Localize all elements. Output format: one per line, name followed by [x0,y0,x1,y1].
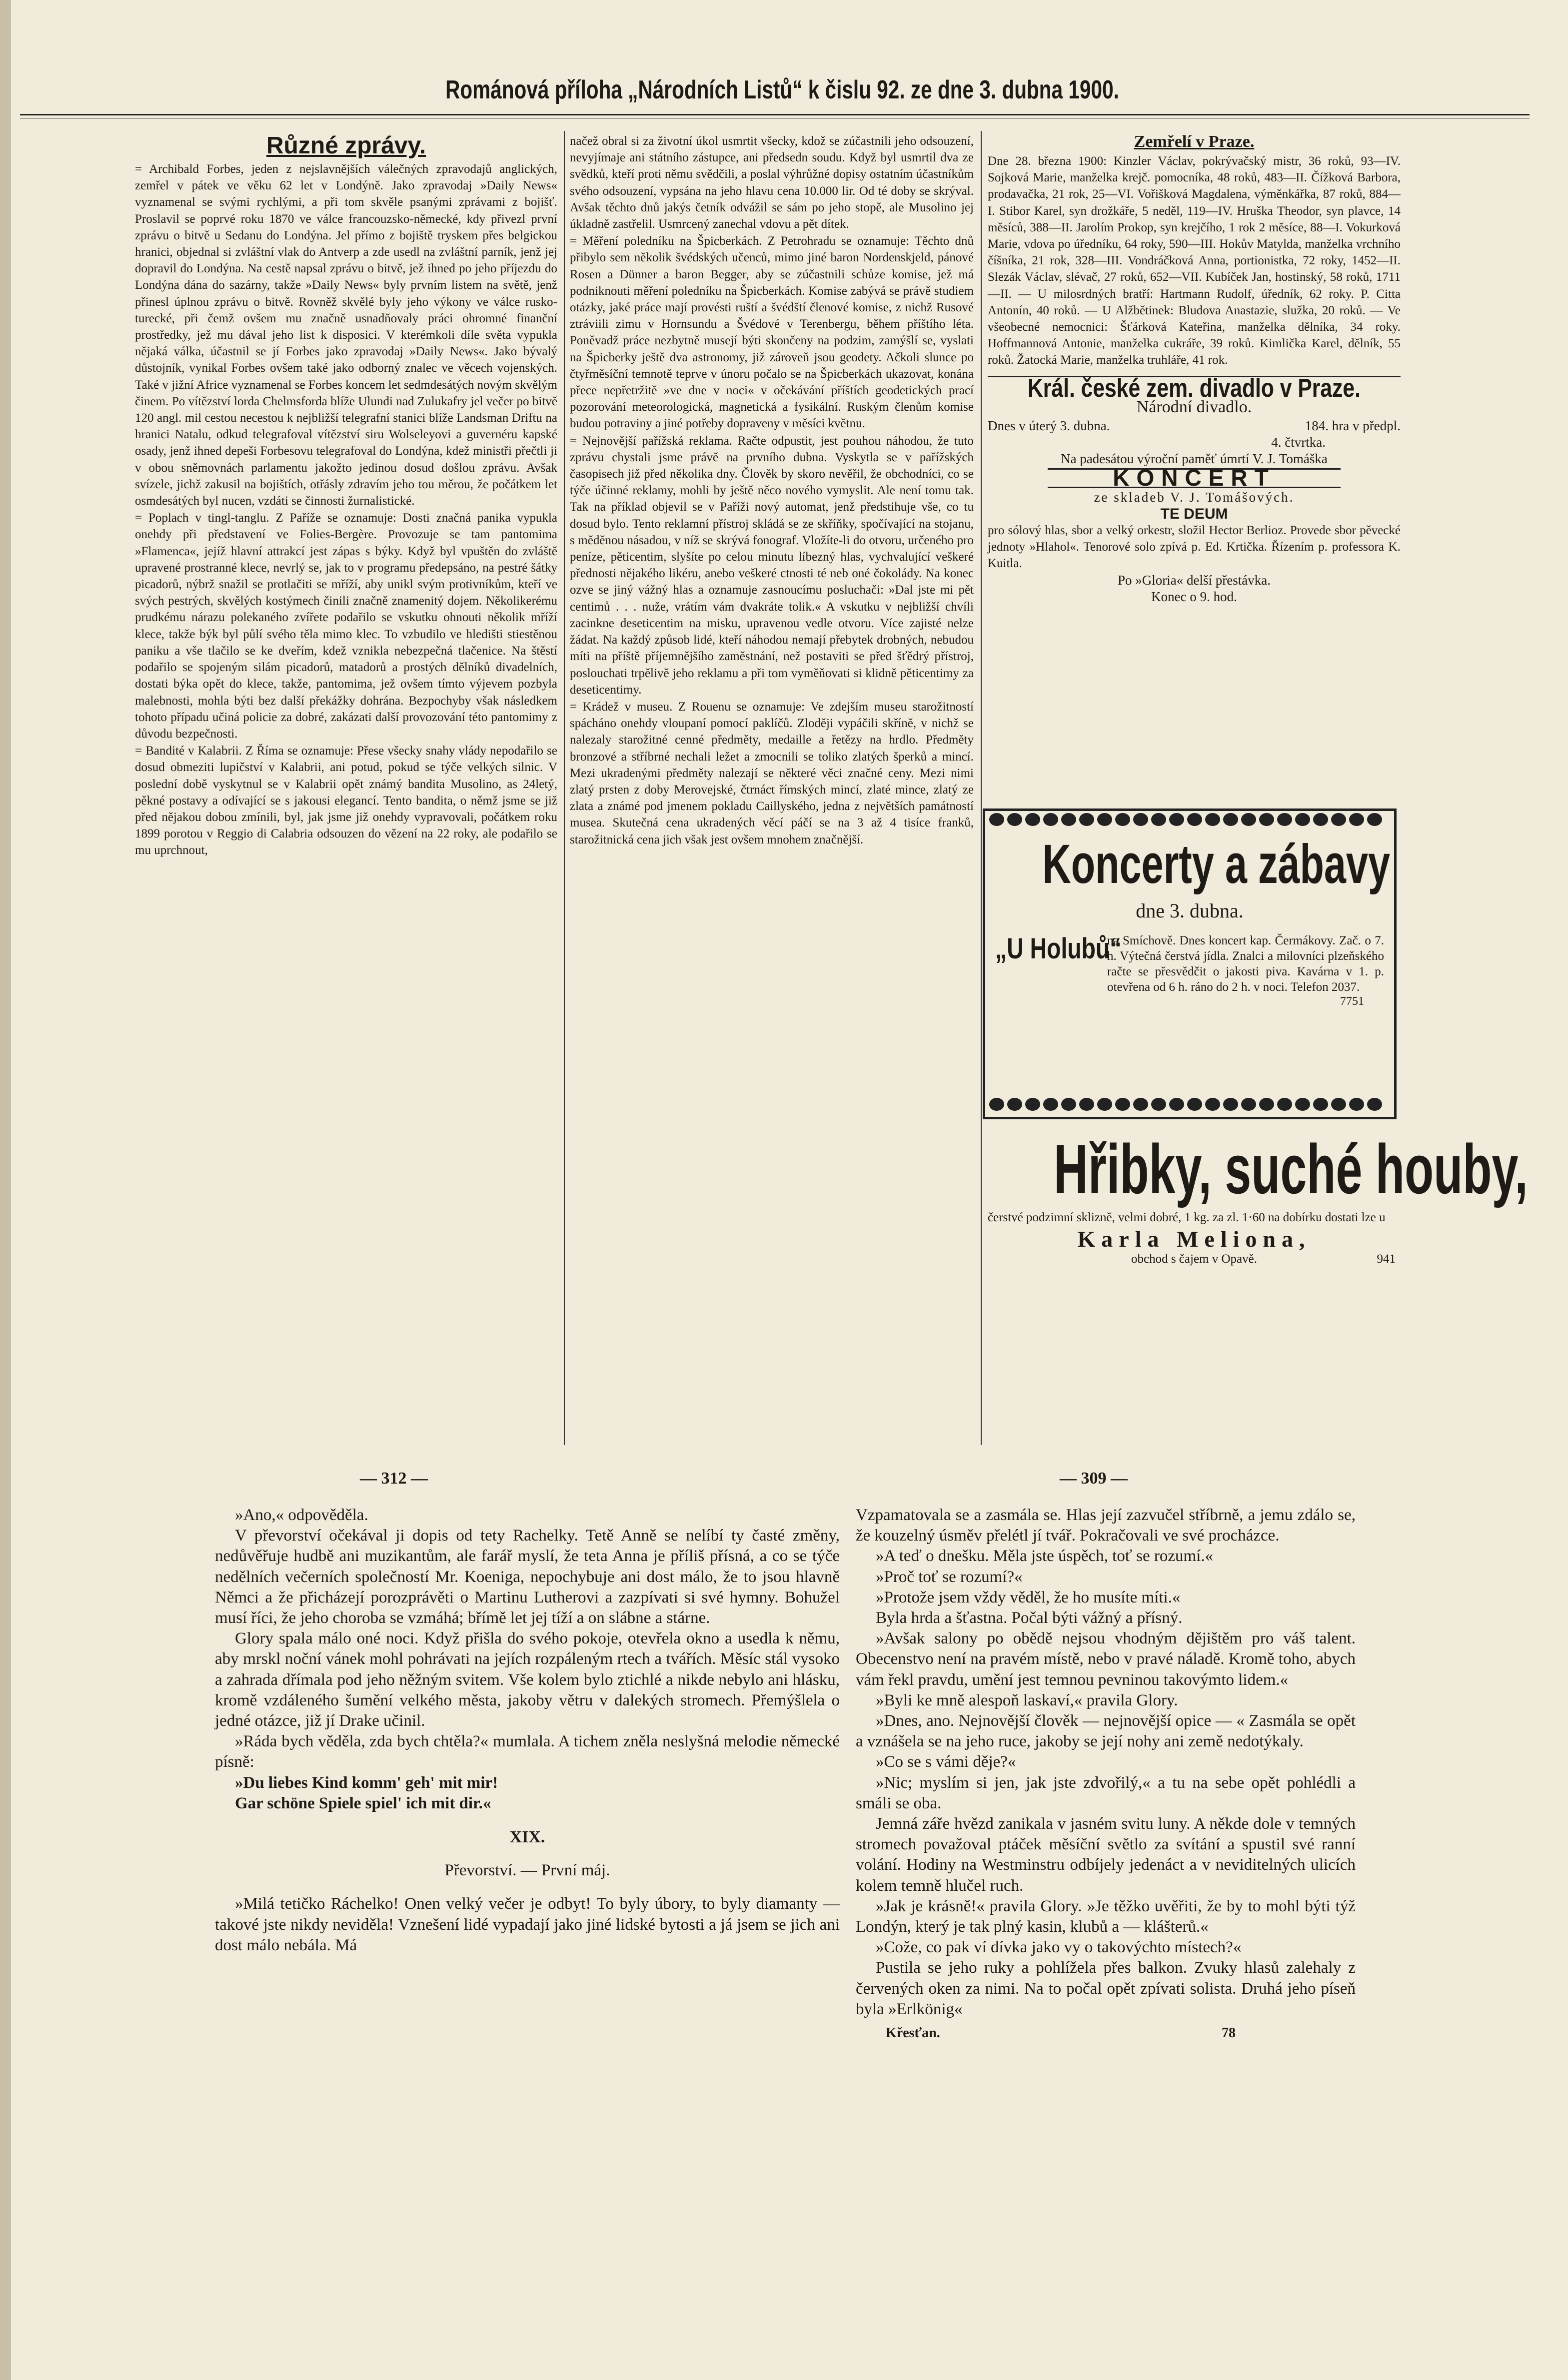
bead-ornament [1241,1098,1256,1111]
novel-right-paragraph: »A teď o dnešku. Měla jste úspěch, toť se rozumí.« [876,1547,1214,1566]
ad-koncerty-title: Koncerty a zábavy [1042,833,1391,895]
ad-border-top [985,811,1394,832]
novel-left-paragraph: Glory spala málo oné noci. Když přišla do svého pokoje, otevřela okno a usedla k němu, aby mrskl noční vánek mohl pohrávati na jejích rozpáleným rtech a tvářích. Měsíc stál vysoko a zahrada dřímala pod jeho něžným svitem. Vše kolem bylo ztichlé a nikde nebylo ani hlásku, kromě vzdáleného šumění velkého města, jakoby větru v dalekých stromech. Přemýšlela o jedné otázce, již jí Drake učinil. [215,1629,840,1730]
novel-right-paragraph: »Dnes, ano. Nejnovější člověk — nejnovější opice — « Zasmála se opět a vznášela se na jeho ruce, jakoby se její nohy ani země nedotýkaly. [856,1712,1356,1751]
novel-right-footer [886,2023,1236,2043]
column-divider [564,131,565,1445]
ad-hribky-firm: Karla Meliona, [1077,1226,1311,1252]
bead-ornament [1151,813,1166,826]
ad-hribky-number: 941 [1377,1252,1396,1266]
theatre-konec: Konec o 9. hod. [1151,589,1237,604]
novel-right-paragraph: »Cože, co pak ví dívka jako vy o takovýchto místech?« [876,1938,1242,1957]
novel-right-paragraph: Byla hrda a šťastna. Počal býti vážný a přísný. [876,1609,1183,1627]
theatre-details: pro sólový hlas, sbor a velký orkestr, složil Hector Berlioz. Provede sbor pěvecké jednoty »Hlahol«. Tenorové solo zpívá p. Ed. Krtička. Řízením p. professora K. Kuitla. [988,524,1401,571]
novel-right-paragraph: »Jak je krásně!« pravila Glory. »Je těžko uvěřiti, že by to mohl býti týž Londýn, který je tak plný kasin, klubů a — klášterů.« [856,1897,1356,1936]
bead-ornament [1259,1098,1274,1111]
header-rule [20,114,1530,115]
novel-right-paragraph: Jemná záře hvězd zanikala v jasném svitu luny. A někde dole v temných stromech považoval ptáček měsíční světlo za svítání a spustil své ranní volání. Hodiny na Westminstru odbíjely jedenáct a v neviditelných ulicích kolem temně hlučel ruch. [856,1815,1356,1895]
bead-ornament [1151,1098,1166,1111]
theatre-hra: 184. hra v předpl. [1305,418,1401,433]
bead-ornament [1169,1098,1184,1111]
novel-right-paragraph: »Proč toť se rozumí?« [876,1568,1023,1586]
article-spicberky: = Měření poledníku na Špicberkách. Z Petrohradu se oznamuje: Těchto dnů přibylo sem několik švédských učenců, mimo jiné baron Nordenskjeld, pánové Rosen a Dünner a baron Begger, aby se zúčastnili schůze komise, jež má podniknouti měření poledníku na Špicberkách. Komise zabývá se právě studiem otázky, jaké práce mají provésti ruští a švédští členové komise, z nichž Rusové ztráviili zimu v Hornsundu a Švédové v Terenbergu, během příštího léta. Poněvadž práce nezbytně musejí býti skončeny na podzim, zamýšlí se, vyslati na Špicberky ještě dva astronomy, již zároveň jsou geodety. Ačkoli slunce po čtyřměsíční temnotě teprve v únoru počalo se na Špicberkách ukazovat, konána přece nepřetržitě »ve dne v noci« v očekávání příštích geodetických prací pozorování meteorologická, magnetická a fysikální. Ruským členům komise budou potraviny a jiné potřeby dopraveny v měsíci květnu. [570,234,974,431]
theatre-ctvrtka: 4. čtvrtka. [1271,435,1326,450]
novel-right [856,1505,1356,2043]
column-divider [981,131,982,1445]
ad-holubu-text: na Smíchově. Dnes koncert kap. Čermákovy. Zač. o 7. h. Výtečná čerstvá jídla. Znalci a milovníci plzeňského račte se přesvědčit o jakosti piva. Kavárna v 1. p. otevřena od 6 h. ráno do 2 h. v noci. Telefon 2037. [1107,934,1384,994]
poem-line: »Du liebes Kind komm' geh' mit mir! [235,1773,498,1792]
ad-border-bottom [985,1096,1394,1117]
bead-ornament [1367,813,1382,826]
article-kradez: = Krádež v museu. Z Rouenu se oznamuje: Ve zdejším museu starožitností spácháno onehdy vloupaní pomocí paklíčů. Zloději vypáčili skříně, v nichž se nalezaly starožitné cenné předměty, medaille a řetězy na hrdlo. Předměty bronzové a stříbrné nechali ležet a zmocnili se toliko zlatých šperků a mincí. Mezi ukradenými předměty nalezají se některé věci značné ceny. Mezi nimi zlatý prsten z doby Merovejské, čtrnáct římských mincí, zlaté mince, zlatý ze zlata a známé pod jmenem pokladu Caillyského, jedna z největších památností musea. Skutečná cena ukradených věcí páčí se na 3 až 4 tisíce franků, starožitnická cena jich však jest ovšem mnohem značnější. [570,700,974,846]
footer-number: 78 [1222,2025,1236,2041]
bead-ornament [1097,813,1112,826]
bead-ornament [1331,1098,1346,1111]
article-bandite: = Bandité v Kalabrii. Z Říma se oznamuje: Přese všecky snahy vlády nepodařilo se dosud obmeziti lupičství v Kalabrii, ani potud, pokud se týče velkých silnic. V poslední době vyskytnul se v Kalabrii opět známý bandita Musolino, as 24letý, pěkné postavy a odívající se s jakousi elegancí. Tento bandita, o němž jsme se již před nějakou dobou zmínili, byl, jak jsme již onehdy vypravovali, počátkem roku 1899 porotou v Reggio di Calabria odsouzen do vězení na 22 roky, ale podařilo se mu uprchnout, [135,744,557,857]
bead-ornament [1295,1098,1310,1111]
bead-ornament [1277,1098,1292,1111]
novel-left-paragraph: »Ráda bych věděla, zda bych chtěla?« mumlala. A tichem zněla neslyšná melodie německé písně: [215,1732,840,1771]
page-header: Románová příloha „Národních Listů“ k čislu 92. ze dne 3. dubna 1900. [445,75,1119,104]
novel-right-paragraph: »Nic; myslím si jen, jak jste zdvořilý,« a tu na sebe opět pohlédli a smáli se oba. [856,1773,1356,1812]
bead-ornament [1079,1098,1094,1111]
bead-ornament [1349,1098,1364,1111]
theatre-date-row [988,418,1401,434]
bead-ornament [1223,1098,1238,1111]
bead-ornament [1205,1098,1220,1111]
bead-ornament [1115,1098,1130,1111]
bead-ornament [1007,1098,1022,1111]
bead-ornament [1259,813,1274,826]
bead-ornament [1313,813,1328,826]
ad-hribky-footer: obchod s čajem v Opavě. [1131,1252,1257,1266]
ad-koncerty [983,808,1397,1119]
bead-ornament [1007,813,1022,826]
novel-left-paragraph: V převorství očekával ji dopis od tety Rachelky. Tetě Anně se nelíbí ty časté změny, nedůvěřuje hudbě ani muzikantům, ale farář myslí, že teta Anna je příliš přísná, a co se týče nedělních večerních společností Mr. Koeniga, nepochybuje ani dost málo, že to jsou hlavně Němci a že přicházejí porozprávěti o Martinu Lutherovi a zazpívati si své hymny. Bohužel musí říci, že jeho choroba se vzmáhá; břímě let jej tíží a on slábne a stárne. [215,1527,840,1627]
chapter-number: XIX. [509,1828,545,1847]
novel-right-paragraph: »Protože jsem vždy věděl, že ho musíte míti.« [876,1588,1181,1606]
section-heading: Různé zprávy. [266,132,426,159]
chapter-title: Převorství. — První máj. [444,1861,610,1880]
poem-line: Gar schöne Spiele spiel' ich mit dir.« [235,1794,491,1812]
bead-ornament [989,1098,1004,1111]
deaths-heading: Zemřelí v Praze. [1134,132,1255,151]
ad-koncerty-date: dne 3. dubna. [1136,899,1244,922]
bead-ornament [1331,813,1346,826]
bead-ornament [1241,813,1256,826]
bead-ornament [1169,813,1184,826]
column-1 [135,131,557,859]
theatre-occasion: Na padesátou výroční paměť úmrtí V. J. Tomáška [1061,451,1328,467]
theatre-po: Po »Gloria« delší přestávka. [1118,572,1271,588]
column-3 [988,131,1401,605]
bead-ornament [1349,813,1364,826]
novel-page-number-right: — 309 — [1060,1469,1128,1488]
theatre-date: Dnes v úterý 3. dubna. [988,418,1110,433]
footer-krestan: Křesťan. [886,2025,940,2041]
ad-hribky-footer-row [988,1252,1401,1266]
novel-page-number-left: — 312 — [360,1469,428,1488]
novel-right-paragraph: »Avšak salony po obědě nejsou vhodným dějištěm pro váš talent. Obecenstvo není na pravém místě, nebo v pravé náladě. Kromě toho, abych vám řekl pravdu, umění jest temnou pevninou takovýmto lidem.« [856,1629,1356,1689]
article-reklama: = Nejnovější pařížská reklama. Račte odpustit, jest pouhou náhodou, že tuto zprávu chystali jsme právě na prvního dubna. Vyskytla se v pařížských časopisech již před několika dny. Člověk by skoro nevěřil, že obchodníci, co se týče účinné reklamy, mohli by ještě něco nového vymyslit. Ale není tomu tak. Tak na příklad objevil se v Paříži nový automat, jenž předstihuje vše, co tu dosud bylo. Tento reklamní přístroj skládá se ze skříňky, spočívající na stojanu, s měděnou násadou, v níž se skrývá fonograf. Vložíte-li do otvoru, určeného pro peníze, pěticentim, slyšíte po celou minutu líbezný hlas, vychvalující veškeré přednosti nějakého likéru, anebo veškeré ctnosti té neb oné čokolády. Na konec ozve se jiný vážný hlas a oznamuje zasnoucímu posluchači: »Dal jste mi pět centimů . . . nuže, vrátím vám dvakráte tolik.« A vskutku v nejbližší chvíli zacinkne deseticentim na misku, upravenou vedle otvoru. Více zajisté nelze žádat. Na každý způsob lidé, kteří náhodou nemají přebytek drobných, nebudou míti na příště příjemnějšího zaměstnání, než postaviti se před šťědrý přístroj, poslouchati trpělivě jeho reklamu a při tom vyměňovati si klidně pěticentimy za deseticentimy. [570,434,974,697]
bead-ornament [1205,813,1220,826]
novel-right-paragraph: Vzpamatovala se a zasmála se. Hlas její zazvučel stříbrně, a jemu zdálo se, že kouzelný úsměv přelétl jí tvář. Pokračovali ve své procházce. [856,1506,1356,1545]
theatre-skladeb: ze skladeb V. J. Tomášových. [1094,489,1295,505]
bead-ornament [1043,1098,1058,1111]
bead-ornament [1277,813,1292,826]
page-edge [0,0,11,2380]
bead-ornament [1223,813,1238,826]
bead-ornament [1187,813,1202,826]
ad-hribky-text: čerstvé podzimní sklizně, velmi dobré, 1 kg. za zl. 1·60 na dobírku dostati lze u [988,1211,1386,1224]
novel-right-paragraph: »Co se s vámi děje?« [876,1753,1016,1771]
bead-ornament [1061,813,1076,826]
article-forbes: = Archibald Forbes, jeden z nejslavnějších válečných zpravodajů anglických, zemřel v pátek ve věku 62 let v Londýně. Jako zpravodaj »Daily News« vyznamenal se svými rychlými, a při tom skvěle psanými zprávami z bojišť. Proslavil se poprvé roku 1870 ve válce francouzsko-německé, kdy přivezl první zprávu o bitvě u Sedanu do Londýna. Jel přímo z bojiště tryskem přes belgickou hranici, objednal si zvláštní vlak do Antverp a zde usedl na zvláštní parník, jenž jej dopravil do Londýna. Na cestě napsal zprávu o bitvě, jež ihned po jeho příjezdu do Londýna dána do sazárny, takže »Daily News« byly prvním listem na světě, jenž přinesl úplnou zprávu o bitvě. Rovněž skvělé byly jeho výkony ve válce rusko-turecké, při čemž ovšem mu značně usnadňovaly práci ohromné finanční prostředky, jež mu dával jeho list k disposici. V kterémkoli díle světa vypukla nějaká válka, účastnil se jí Forbes jako zpravodaj »Daily News«. Jako bývalý důstojník, vynikal Forbes ovšem také jako odborný znalec ve věcech vojenských. Také v jižní Africe vyznamenal se Forbes koncem let sedmdesátých novým skvělým činem. Po vítězství lorda Chelmsforda blíže Ulundi nad Zulukafry jel večer po bitvě 120 angl. mil cestou necestou k nejbližší telegrafní stanici blíže Landsman Driftu na hranici Natalu, odkud telegrafoval vítězství siru Wolseleyovi a guvernéru kapské osady, jenž ihned depeši Forbesovu telegrafoval do Londýna, kdež ministři přečtli ji v obou sněmovnách parlamentu jakožto jedinou dosud došlou zprávu. Avšak svízele, jichž zakusil na bojištích, otřásly zdravím jeho tou měrou, že počátkem let osmdesátých byl nucen, vzdáti se činnosti žurnalistické. [135,162,557,508]
bead-ornament [1133,1098,1148,1111]
column-2 [570,133,974,848]
bead-ornament [1187,1098,1202,1111]
ad-hribky-title: Hřibky, suché houby, [1054,1130,1528,1208]
novel-right-paragraph: Pustila se jeho ruky a pohlížela přes balkon. Zvuky hlasů zalehaly z červených oken za nimi. Na to počal opět zpívati solista. Druhá jeho píseň byla »Erlkönig« [856,1959,1356,2018]
novel-right-paragraph: »Byli ke mně alespoň laskaví,« pravila Glory. [876,1691,1178,1709]
article-bandite-cont: načež obral si za životní úkol usmrtit všecky, kdož se zúčastnili jeho odsouzení, nevyjímaje ani státního zástupce, ani předsedn soudu. Když byl usmrtil dva ze svědků, kteří proti němu svědčili, a poslal výhrůžné dopisy ostatním účastníkům svého odsouzení, vypsána na jeho hlavu cena 10.000 lir. Od té doby se skrýval. Avšak těchto dnů jakýs četník odvážil se sám po jeho stopě, ale Musolino jej úkladně zastřelil. Usmrcený zanechal vdovu a pět dítek. [570,134,974,231]
chapter-text: »Milá tetičko Ráchelko! Onen velký večer je odbyt! To byly úbory, to byly diamanty — takové jste nikdy neviděla! Vznešení lidé vypadají jako jiné lidské bytosti a já jsem se jich ani dost málo nebála. Má [215,1895,840,1954]
bead-ornament [1115,813,1130,826]
ad-number: 7751 [1340,995,1364,1008]
ad-holubu-name: „U Holubů“ [995,932,1122,965]
deaths-list: Dne 28. března 1900: Kinzler Václav, pokrývačský mistr, 36 roků, 93—IV. Sojková Marie, manželka krejč. pomocníka, 48 roků, 483—II. Čížková Barbora, prodavačka, 21 rok, 25—VI. Vořišková Magdalena, výměnkářka, 87 roků, 884—I. Stibor Karel, syn drožkáře, 5 neděl, 119—IV. Hruška Theodor, syn plavce, 14 měsíců, 388—II. Jarolím Prokop, syn krejčího, 1 rok 2 měsíce, 88—I. Vokurková Marie, vdova po úředníku, 64 roky, 590—III. Hokův Matylda, manželka vrchního číšníka, 21 rok, 328—III. Vondráčková Anna, portionistka, 72 roky, 1452—II. Slezák Václav, slévač, 27 roků, 652—VII. Kubíček Jan, hostinský, 58 roků, 1711—II. — U milosrdných bratří: Hartmann Rudolf, úředník, 62 roky. P. Citta Antonín, 40 roků. — U Alžbětinek: Bludova Anastazie, služka, 20 roků. — Ve všeobecné nemocnici: Šťárková Kateřina, manželka dělníka, 34 roky. Hoffmannová Antonie, manželka cukráře, 39 roků. Kimlička Karel, dělník, 55 roků. Žatocká Marie, manželka truhláře, 41 rok. [988,154,1401,367]
ad-holubu-row [985,933,1394,995]
bead-ornament [1025,813,1040,826]
theatre-title: Král. české zem. divadlo v Praze. [1027,373,1361,403]
bead-ornament [1295,813,1310,826]
bead-ornament [1367,1098,1382,1111]
ad-hribky [988,1129,1528,1266]
bead-ornament [1061,1098,1076,1111]
theatre-subtitle: Národní divadlo. [1136,397,1252,416]
bead-ornament [1043,813,1058,826]
bead-ornament [1079,813,1094,826]
te-deum-label: TE DEUM [1160,505,1228,522]
bead-ornament [1025,1098,1040,1111]
article-poplach: = Poplach v tingl-tanglu. Z Paříže se oznamuje: Dosti značná panika vypukla onehdy při představení ve Folies-Bergère. Provozuje se tam pantomima »Flamenca«, jejíž hlavní attrakcí jest zápas s býky. Když byl vpuštěn do zvláště upravené prostranné klece, nevrlý se, jak to v programu předepsáno, na pestré šátky picadorů, nýbrž snažil se protlačiti se mříží, aby unikl svým protivníkům, kteří ve svých pestrých, skvělých kostýmech činili značně znamenitý dojem. Několikerému prudkému nárazu polekaného zvířete podařilo se vskutku ohnouti několik mříží klece, takže býk byl půlí svého těla mimo klec. To vzbudilo ve hledišti stiestěnou paniku a vše tlačilo se ke dveřím, kdež vznikla nebezpečná tlačenice. Na štěstí podařilo se spojeným silám picadorů, matadorů a prostých dělníků divadelních, dostati býka opět do klece, takže, pantomima, jež ovšem tímto výjevem pozbyla malebnosti, mohla býti bez další překážky dohrána. Bezpochyby však následkem tohoto případu učiná policie za dobré, zakázati další provozování této pantomimy z důvodu bezpečnosti. [135,511,557,741]
bead-ornament [989,813,1004,826]
bead-ornament [1133,813,1148,826]
bead-ornament [1313,1098,1328,1111]
bead-ornament [1097,1098,1112,1111]
novel-left [215,1505,840,1956]
novel-left-opening: »Ano,« odpověděla. [235,1506,368,1524]
koncert-label: KONCERT [1048,468,1341,488]
